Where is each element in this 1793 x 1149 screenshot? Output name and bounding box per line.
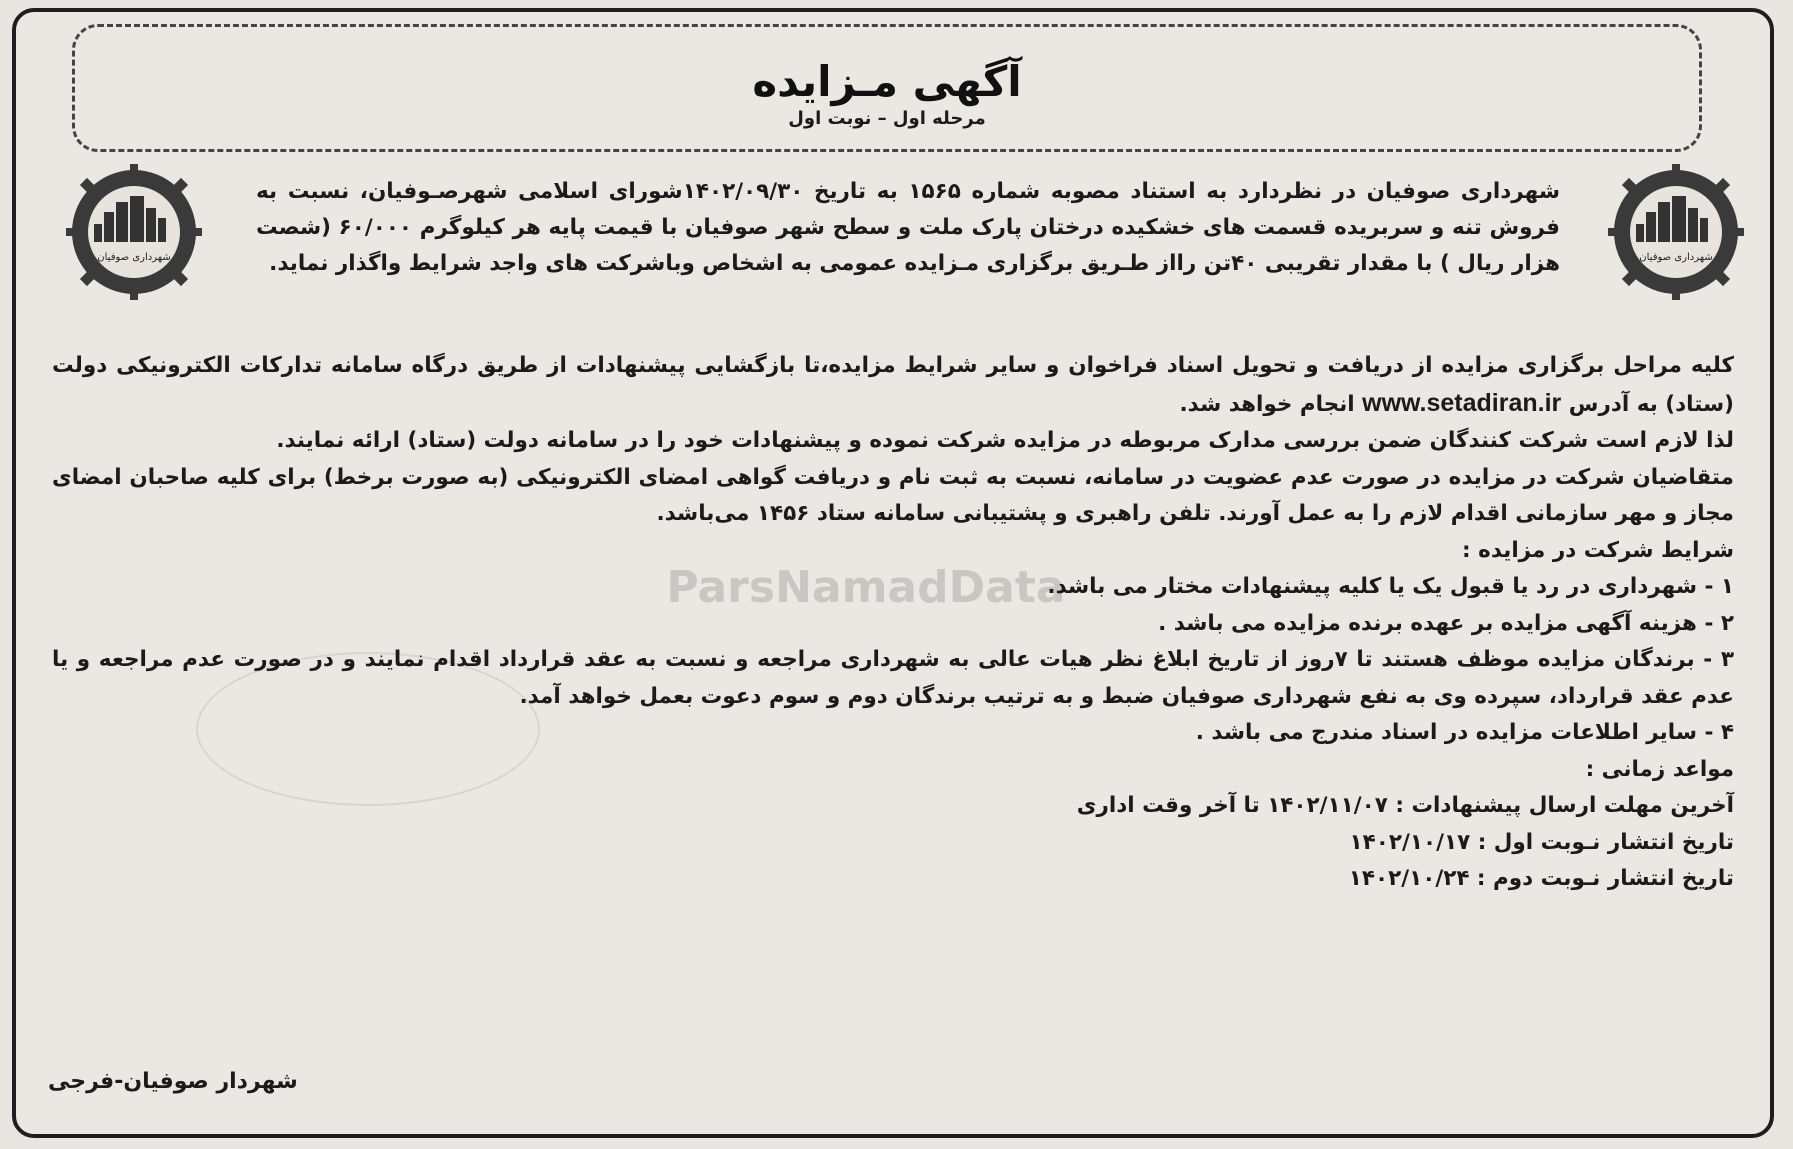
watermark-brand: ParsNamadData: [666, 562, 1066, 613]
signature: شهردار صوفیان-فرجی: [48, 1069, 298, 1094]
logo-caption: شهرداری صوفیان: [97, 252, 171, 263]
logo-caption: شهرداری صوفیان: [1639, 252, 1713, 263]
condition-item-3: ۳ - برندگان مزایده موظف هستند تا ۷روز از تاریخ ابلاغ نظر هیات عالی به شهرداری مراجعه و نسبت به عقد قرارداد اقدام نمایند و در صورت عدم مراجعه و یا عدم عقد قرارداد، سپرده وی به نفع شهرداری صوفیان ضبط و به ترتیب برندگان دوم و سوم دعوت بعمل خواهد آمد.: [52, 647, 1734, 709]
condition-item-4: ۴ - سایر اطلاعات مزایده در اسناد مندرج می باشد .: [1195, 720, 1734, 745]
conditions-heading: شرایط شرکت در مزایده :: [1462, 537, 1734, 563]
intro-paragraph: شهرداری صوفیان در نظردارد به استناد مصوبه شماره ۱۵۶۵ به تاریخ ۱۴۰۲/۰۹/۳۰شورای اسلامی شهرصـوفیان، نسبت به فروش تنه و سربریده قسمت های خشکیده درختان پارک ملت و سطح شهر صوفیان با قیمت پایه هر کیلوگرم ۶۰/۰۰۰ (شصت هزار ریال ) با مقدار تقریبی ۴۰تن رااز طـریق برگزاری مـزایده عمومی به اشخاص وباشرکت های واجد شرایط واگذار نماید.: [256, 179, 1561, 276]
procedure-end: انجام خواهد شد.: [1179, 391, 1355, 417]
title-box: [72, 24, 1702, 152]
schedule-heading: مواعد زمانی :: [1585, 756, 1734, 782]
condition-item-1: ۱ - شهرداری در رد یا قبول یک یا کلیه پیشنهادات مختار می باشد.: [1047, 574, 1734, 599]
paragraph-procedure: [52, 348, 1734, 423]
notice-page: [12, 8, 1774, 1138]
website-link[interactable]: www.setadiran.ir: [1362, 388, 1562, 417]
paragraph-registration: متقاضیان شرکت در مزایده در صورت عدم عضویت در سامانه، نسبت به ثبت نام و دریافت گواهی امضای الکترونیکی (به صورت برخط) برای کلیه صاحبان امضای مجاز و مهر سازمانی اقدام لازم را به عمل آورند. تلفن راهبری و پشتیبانی سامانه ستاد ۱۴۵۶ می‌باشد.: [52, 464, 1734, 526]
notice-subtitle: مرحله اول – نوبت اول: [788, 108, 986, 129]
procedure-text: کلیه مراحل برگزاری مزایده از دریافت و تحویل اسناد فراخوان و سایر شرایط مزایده،تا بازگشایی پیشنهادات از طریق درگاه سامانه تدارکات الکترونیکی دولت (ستاد) به آدرس: [52, 353, 1734, 417]
schedule-second-publication: تاریخ انتشار نـوبت دوم : ۱۴۰۲/۱۰/۲۴: [1348, 866, 1734, 891]
municipality-logo-right: [1606, 162, 1746, 302]
municipality-logo-left: [64, 162, 204, 302]
schedule-deadline: آخرین مهلت ارسال پیشنهادات : ۱۴۰۲/۱۱/۰۷ تا آخر وقت اداری: [1076, 793, 1734, 818]
condition-item-2: ۲ - هزینه آگهی مزایده بر عهده برنده مزایده می باشد .: [1158, 610, 1734, 636]
schedule-first-publication: تاریخ انتشار نـوبت اول : ۱۴۰۲/۱۰/۱۷: [1349, 829, 1734, 855]
notice-body: [52, 348, 1734, 898]
notice-title: آگهی مـزایده: [752, 57, 1022, 106]
paragraph-participants: لذا لازم است شرکت کنندگان ضمن بررسی مدارک مربوطه در مزایده شرکت نموده و پیشنهادات خود را در سامانه دولت (ستاد) ارائه نمایند.: [276, 428, 1734, 453]
